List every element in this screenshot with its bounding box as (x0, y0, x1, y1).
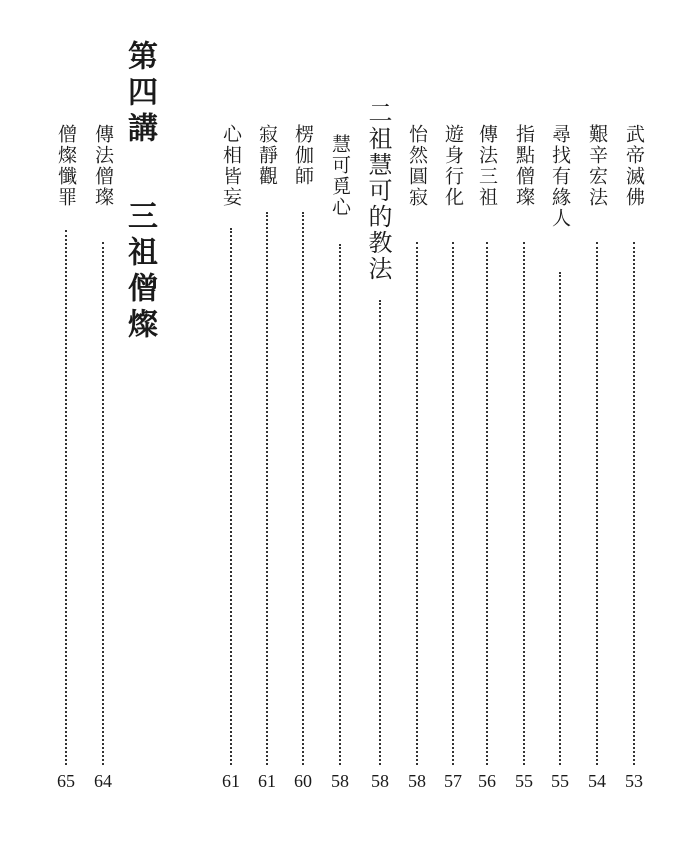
entry-title: 傳法三祖 (476, 124, 498, 208)
leader-dots (65, 230, 67, 765)
entry-title: 遊身行化 (442, 124, 464, 208)
toc-entry (404, 0, 430, 842)
entry-title: 心相皆妄 (220, 124, 242, 208)
toc-entry (511, 0, 537, 842)
toc-entry (584, 0, 610, 842)
entry-title: 艱辛宏法 (586, 124, 608, 208)
entry-title: 武帝滅佛 (623, 124, 645, 208)
entry-title: 怡然圓寂 (406, 124, 428, 208)
entry-page-number: 57 (444, 771, 462, 791)
entry-page-number: 61 (258, 771, 276, 791)
leader-dots (339, 244, 341, 765)
toc-entry (327, 0, 353, 842)
entry-title: 尋找有緣人 (549, 124, 571, 229)
section-page-number: 58 (371, 771, 389, 791)
leader-dots (452, 242, 454, 765)
leader-dots (559, 272, 561, 765)
entry-page-number: 56 (478, 771, 496, 791)
leader-dots (379, 300, 381, 765)
entry-page-number: 53 (625, 771, 643, 791)
section-leader (367, 0, 393, 842)
entry-page-number: 64 (94, 771, 112, 791)
chapter-title: 三祖僧燦 (122, 200, 157, 344)
entry-title: 傳法僧璨 (92, 124, 114, 208)
leader-dots (230, 228, 232, 765)
entry-title: 指點僧璨 (513, 124, 535, 208)
leader-dots (523, 242, 525, 765)
section-title: 二祖慧可的教法 (364, 100, 392, 282)
entry-page-number: 54 (588, 771, 606, 791)
toc-entry (290, 0, 316, 842)
toc-entry (440, 0, 466, 842)
leader-dots (302, 212, 304, 765)
entry-page-number: 65 (57, 771, 75, 791)
entry-title: 僧燦懺罪 (55, 124, 77, 208)
entry-page-number: 58 (408, 771, 426, 791)
entry-page-number: 60 (294, 771, 312, 791)
toc-entry (474, 0, 500, 842)
toc-entry (254, 0, 280, 842)
leader-dots (266, 212, 268, 765)
leader-dots (633, 242, 635, 765)
entry-page-number: 55 (515, 771, 533, 791)
entry-title: 寂靜觀 (256, 124, 278, 187)
toc-entry (547, 0, 573, 842)
entry-title: 慧可覓心 (329, 134, 351, 218)
chapter-number: 第四講 (122, 40, 157, 148)
toc-entry (53, 0, 79, 842)
entry-page-number: 58 (331, 771, 349, 791)
toc-entry (621, 0, 647, 842)
entry-page-number: 61 (222, 771, 240, 791)
entry-page-number: 55 (551, 771, 569, 791)
toc-entry (90, 0, 116, 842)
entry-title: 楞伽師 (292, 124, 314, 187)
leader-dots (596, 242, 598, 765)
leader-dots (416, 242, 418, 765)
leader-dots (486, 242, 488, 765)
toc-entry (218, 0, 244, 842)
leader-dots (102, 242, 104, 765)
